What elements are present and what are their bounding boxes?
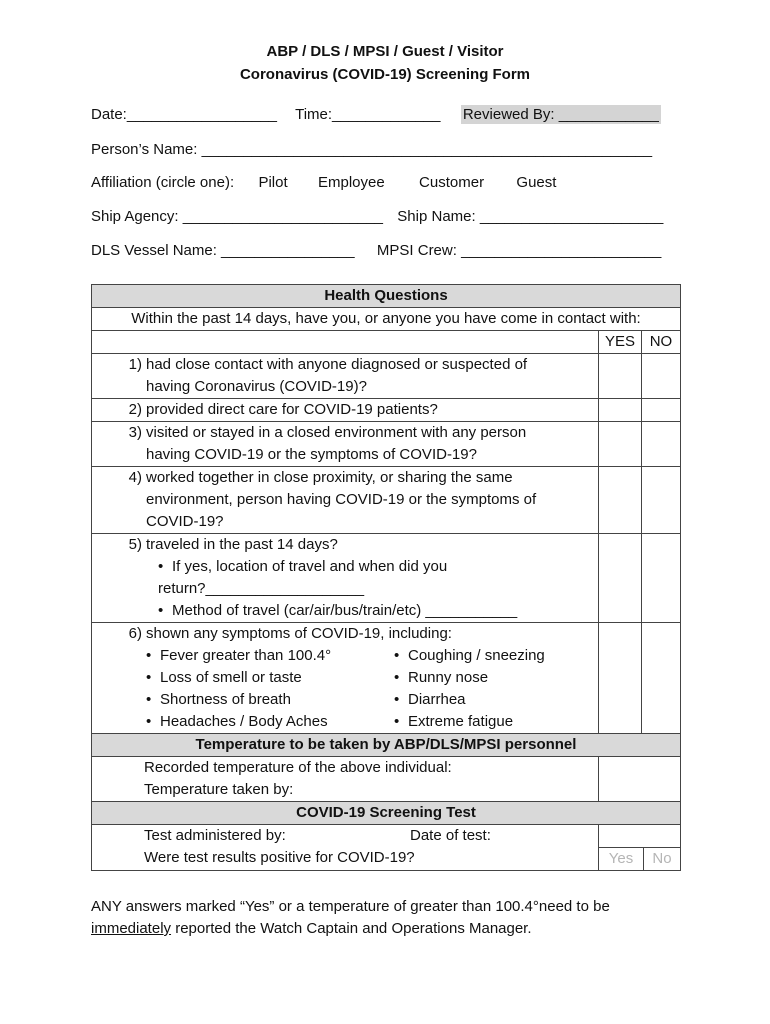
answer-yes-cell[interactable]: [599, 399, 642, 422]
temperature-taken-by-label: Temperature taken by:: [144, 781, 294, 798]
question-text: provided direct care for COVID-19 patients?: [146, 401, 438, 418]
mpsi-crew-field[interactable]: MPSI Crew: ________________________: [376, 242, 662, 259]
symptom-item: • Shortness of breath: [146, 691, 291, 708]
reviewed-by-field[interactable]: Reviewed By: ____________: [462, 106, 659, 123]
yes-column-header: YES: [599, 331, 642, 354]
person-name-field[interactable]: Person’s Name: ______________________________________________________: [91, 141, 653, 158]
test-no-option[interactable]: No: [652, 850, 672, 867]
answer-no-cell[interactable]: [641, 534, 680, 623]
table-row: [92, 467, 681, 534]
affiliation-row: [91, 174, 556, 191]
answer-no-cell[interactable]: [641, 354, 680, 399]
answer-no-cell[interactable]: [641, 623, 680, 734]
symptom-item: • Headaches / Body Aches: [146, 713, 328, 730]
symptom-item: • Fever greater than 100.4°: [146, 647, 332, 664]
affiliation-label: Affiliation (circle one):: [91, 174, 235, 191]
question-text: had close contact with anyone diagnosed or suspected of having Coronavirus (COVID-19)?: [146, 356, 528, 395]
test-yes-option[interactable]: Yes: [599, 848, 644, 870]
health-questions-intro: Within the past 14 days, have you, or anyone you have come in contact with:: [92, 308, 681, 331]
table-row: [92, 354, 681, 399]
answer-yes-cell[interactable]: [599, 623, 642, 734]
ship-agency-field[interactable]: Ship Agency: ________________________: [91, 208, 383, 225]
symptom-item: • Extreme fatigue: [394, 713, 514, 730]
header-spacer: [92, 331, 599, 354]
affiliation-option-guest[interactable]: Guest: [516, 174, 557, 191]
footer-line-1: ANY answers marked “Yes” or a temperature of greater than 100.4°need to be: [91, 898, 610, 915]
symptom-item: • Coughing / sneezing: [394, 647, 545, 664]
answer-no-cell[interactable]: [641, 467, 680, 534]
form-title: ABP / DLS / MPSI / Guest / Visitor: [266, 43, 504, 60]
answer-no-cell[interactable]: [641, 399, 680, 422]
answer-yes-cell[interactable]: [599, 354, 642, 399]
immediately-emphasis: immediately: [91, 920, 172, 937]
table-row: [92, 534, 681, 623]
ship-row: [91, 208, 663, 225]
question-number: 4): [128, 469, 142, 486]
dls-vessel-field[interactable]: DLS Vessel Name: ________________: [91, 242, 355, 259]
symptoms-list: [118, 645, 594, 733]
footer-line-2: immediately reported the Watch Captain and Operations Manager.: [91, 920, 532, 937]
symptom-item: • Diarrhea: [394, 691, 466, 708]
temperature-heading: Temperature to be taken by ABP/DLS/MPSI personnel: [92, 734, 681, 757]
test-administered-by-label: Test administered by:: [144, 827, 286, 844]
answer-yes-cell[interactable]: [599, 422, 642, 467]
affiliation-option-pilot[interactable]: Pilot: [258, 174, 288, 191]
temperature-recorded-label: Recorded temperature of the above individual:: [144, 759, 452, 776]
form-subtitle: Coronavirus (COVID-19) Screening Form: [239, 66, 531, 83]
table-row: [92, 422, 681, 467]
footer-note: [91, 896, 691, 940]
vessel-row: [91, 242, 661, 259]
question-number: 1): [128, 356, 142, 373]
question-number: 6): [128, 625, 142, 642]
table-row: [92, 623, 681, 734]
screening-test-heading: COVID-19 Screening Test: [92, 802, 681, 825]
temperature-value-cell[interactable]: [599, 757, 681, 802]
question-number: 3): [128, 424, 142, 441]
answer-no-cell[interactable]: [641, 422, 680, 467]
answer-yes-cell[interactable]: [599, 534, 642, 623]
symptom-item: • Runny nose: [394, 669, 489, 686]
answer-yes-cell[interactable]: [599, 467, 642, 534]
test-positive-question: Were test results positive for COVID-19?: [144, 849, 415, 866]
affiliation-option-employee[interactable]: Employee: [318, 174, 385, 191]
question-text: shown any symptoms of COVID-19, including:: [146, 625, 452, 642]
date-time-row: [91, 106, 661, 123]
test-date-label: Date of test:: [410, 827, 491, 844]
health-questions-heading: Health Questions: [92, 285, 681, 308]
no-column-header: NO: [641, 331, 680, 354]
table-row: [92, 399, 681, 422]
travel-bullet: • Method of travel (car/air/bus/train/etc) ___________: [158, 602, 518, 619]
affiliation-option-customer[interactable]: Customer: [419, 174, 485, 191]
question-text: worked together in close proximity, or sharing the same environment, person having COVID-19 or the symptoms of COVID-19?: [146, 469, 537, 530]
date-field[interactable]: Date:__________________: [91, 106, 278, 123]
symptom-item: • Loss of smell or taste: [146, 669, 302, 686]
question-text: visited or stayed in a closed environment with any person having COVID-19 or the symptoms of COVID-19?: [146, 424, 527, 463]
question-text: traveled in the past 14 days?: [146, 536, 338, 553]
question-number: 2): [128, 401, 142, 418]
travel-bullet: • If yes, location of travel and when did you return?___________________: [158, 558, 448, 597]
question-number: 5): [128, 536, 142, 553]
ship-name-field[interactable]: Ship Name: ______________________: [397, 208, 664, 225]
health-questions-table: [91, 284, 681, 871]
time-field[interactable]: Time:_____________: [295, 106, 441, 123]
